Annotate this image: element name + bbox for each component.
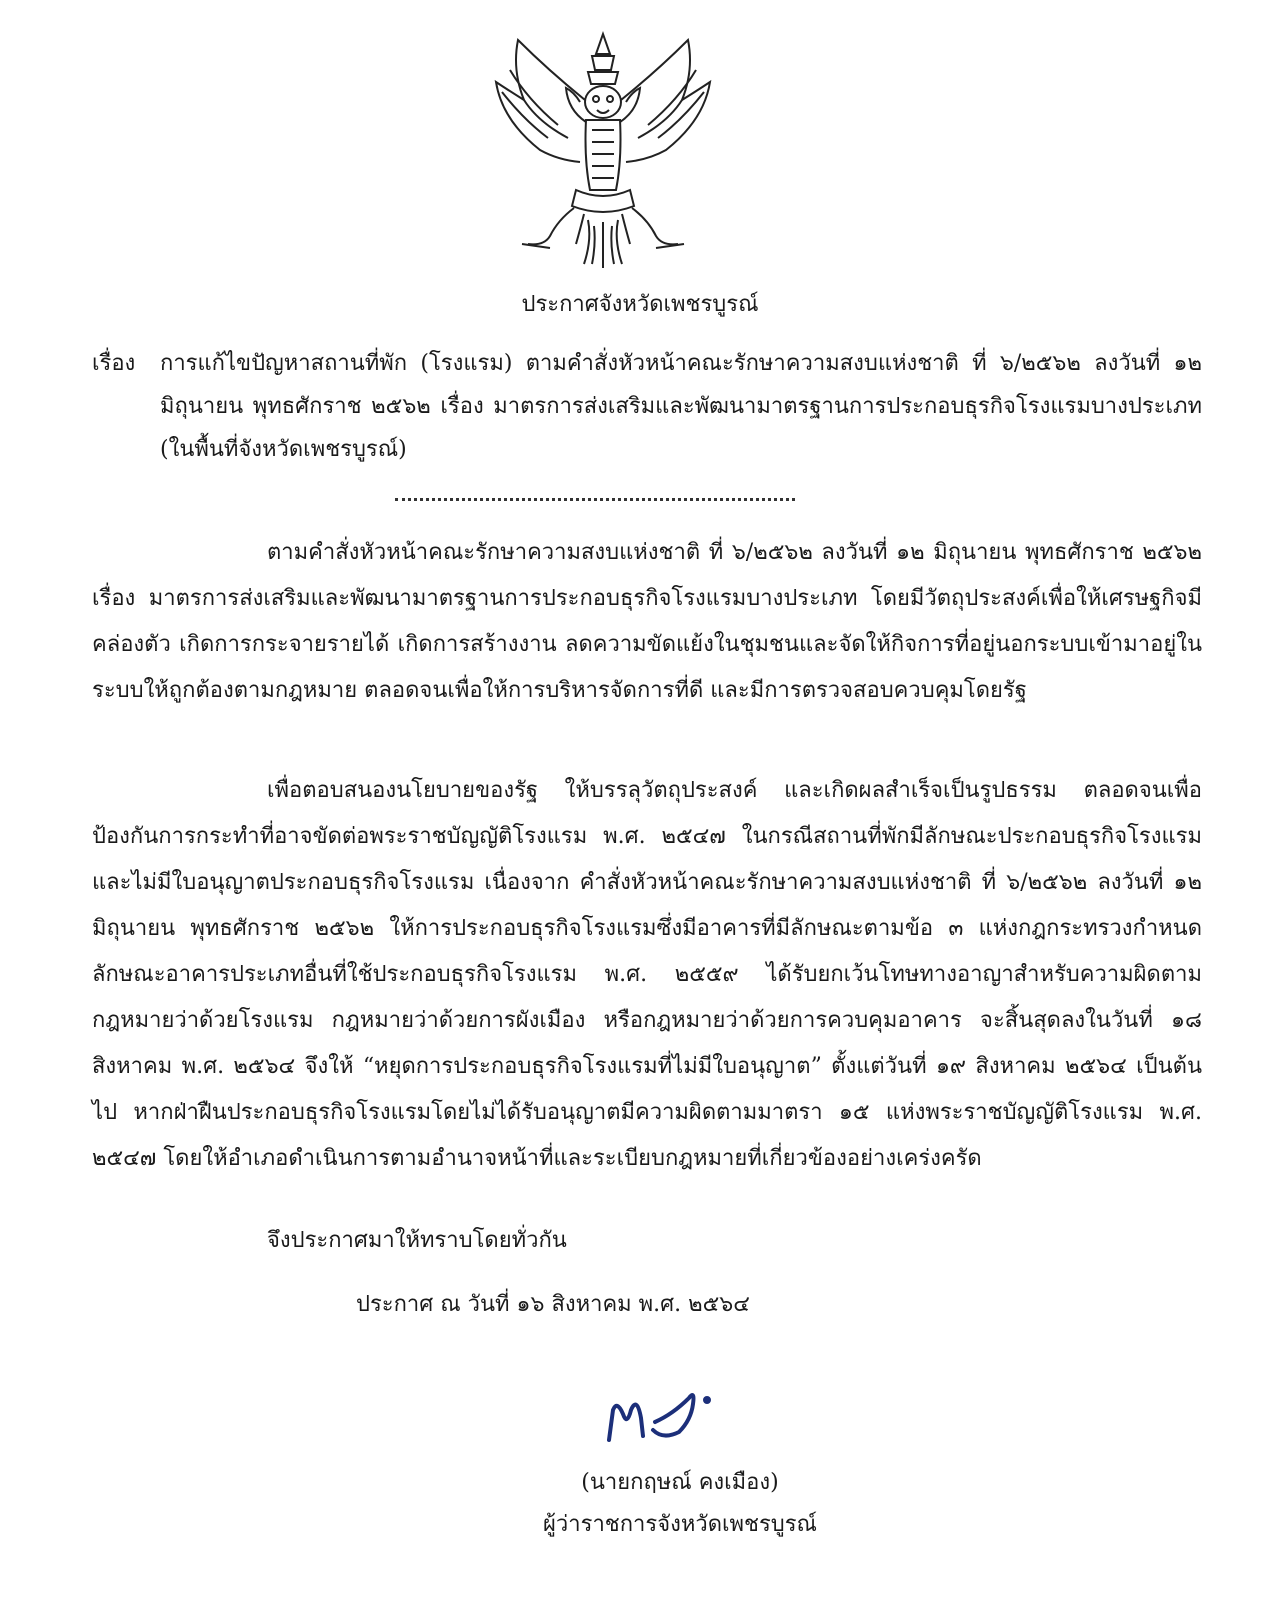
announce-date: ประกาศ ณ วันที่ ๑๖ สิงหาคม พ.ศ. ๒๕๖๔: [356, 1292, 750, 1317]
subject-label: เรื่อง: [92, 351, 136, 376]
body-paragraph-1: ตามคำสั่งหัวหน้าคณะรักษาความสงบแห่งชาติ ที่ ๖/๒๕๖๒ ลงวันที่ ๑๒ มิถุนายน พุทธศักราช ๒๕๖๒ เรื่อง มาตรการส่งเสริมและพัฒนามาตรฐานการประกอบธุรกิจโรงแรมบางประเภท โดยมีวัตถุประสงค์เพื่อให้เศรษฐกิจมีคล่องตัว เกิดการกระจายรายได้ เกิดการสร้างงาน ลดความขัดแย้งในชุมชนและจัดให้กิจการที่อยู่นอกระบบเข้ามาอยู่ในระบบให้ถูกต้องตามกฎหมาย ตลอดจนเพื่อให้การบริหารจัดการที่ดี และมีการตรวจสอบควบคุมโดยรัฐ: [92, 540, 1202, 703]
dotted-separator: [395, 498, 795, 501]
subject-block: [92, 342, 1202, 471]
announcement-title: ประกาศจังหวัดเพชรบูรณ์: [521, 292, 759, 317]
body-paragraph-2: เพื่อตอบสนองนโยบายของรัฐ ให้บรรลุวัตถุประสงค์ และเกิดผลสำเร็จเป็นรูปธรรม ตลอดจนเพื่อป้องกันการกระทำที่อาจขัดต่อพระราชบัญญัติโรงแรม พ.ศ. ๒๕๔๗ ในกรณีสถานที่พักมีลักษณะประกอบธุรกิจโรงแรมและไม่มีใบอนุญาตประกอบธุรกิจโรงแรม เนื่องจาก คำสั่งหัวหน้าคณะรักษาความสงบแห่งชาติ ที่ ๖/๒๕๖๒ ลงวันที่ ๑๒ มิถุนายน พุทธศักราช ๒๕๖๒ ให้การประกอบธุรกิจโรงแรมซึ่งมีอาคารที่มีลักษณะตามข้อ ๓ แห่งกฎกระทรวงกำหนดลักษณะอาคารประเภทอื่นที่ใช้ประกอบธุรกิจโรงแรม พ.ศ. ๒๕๕๙ ได้รับยกเว้นโทษทางอาญาสำหรับความผิดตามกฎหมายว่าด้วยโรงแรม กฎหมายว่าด้วยการผังเมือง หรือกฎหมายว่าด้วยการควบคุมอาคาร จะสิ้นสุดลงในวันที่ ๑๘ สิงหาคม พ.ศ. ๒๕๖๔ จึงให้ “หยุดการประกอบธุรกิจโรงแรมที่ไม่มีใบอนุญาต” ตั้งแต่วันที่ ๑๙ สิงหาคม ๒๕๖๔ เป็นต้นไป หากฝ่าฝืนประกอบธุรกิจโรงแรมโดยไม่ได้รับอนุญาตมีความผิดตามมาตรา ๑๕ แห่งพระราชบัญญัติโรงแรม พ.ศ. ๒๕๔๗ โดยให้อำเภอดำเนินการตามอำนาจหน้าที่และระเบียบกฎหมายที่เกี่ยวข้องอย่างเคร่งครัด: [92, 778, 1202, 1171]
signer-title: ผู้ว่าราชการจังหวัดเพชรบูรณ์: [543, 1512, 817, 1537]
subject-text: การแก้ไขปัญหาสถานที่พัก (โรงแรม) ตามคำสั่งหัวหน้าคณะรักษาความสงบแห่งชาติ ที่ ๖/๒๕๖๒ ลงวันที่ ๑๒ มิถุนายน พุทธศักราช ๒๕๖๒ เรื่อง มาตรการส่งเสริมและพัฒนามาตรฐานการประกอบธุรกิจโรงแรมบางประเภท (ในพื้นที่จังหวัดเพชรบูรณ์): [160, 351, 1202, 462]
signature-icon: [603, 1370, 733, 1450]
garuda-emblem-icon: [488, 30, 718, 270]
signer-name: (นายกฤษณ์ คงเมือง): [581, 1470, 779, 1495]
closing-line: จึงประกาศมาให้ทราบโดยทั่วกัน: [267, 1228, 567, 1253]
